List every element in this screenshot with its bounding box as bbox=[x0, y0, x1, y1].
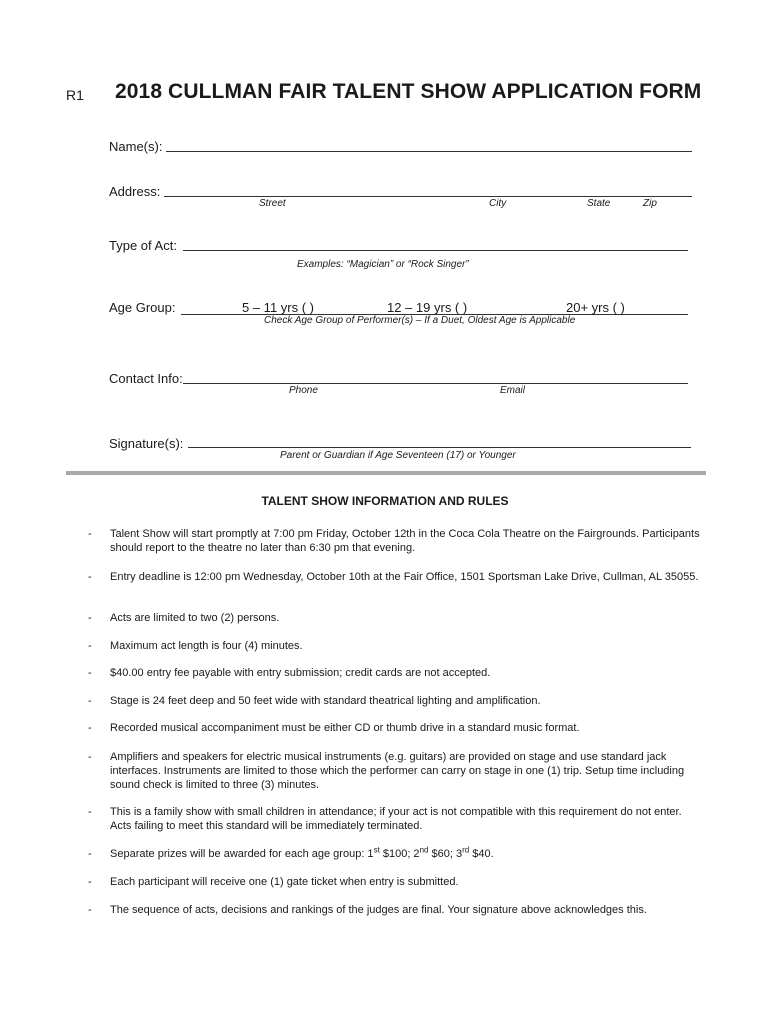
age-option-20-plus[interactable]: 20+ yrs ( ) bbox=[566, 300, 625, 315]
act-type-label: Type of Act: bbox=[109, 238, 177, 253]
contact-info-field[interactable] bbox=[183, 383, 688, 384]
form-title: 2018 CULLMAN FAIR TALENT SHOW APPLICATION FORM bbox=[115, 80, 702, 103]
rules-heading: TALENT SHOW INFORMATION AND RULES bbox=[261, 494, 509, 508]
names-field[interactable] bbox=[166, 151, 692, 152]
address-city-caption: City bbox=[489, 198, 507, 209]
address-street-caption: Street bbox=[259, 198, 286, 209]
address-field[interactable] bbox=[164, 196, 692, 197]
address-state-caption: State bbox=[587, 198, 611, 209]
contact-info-label: Contact Info: bbox=[109, 371, 183, 386]
act-type-field[interactable] bbox=[183, 250, 688, 251]
names-label: Name(s): bbox=[109, 139, 163, 154]
contact-email-caption: Email bbox=[500, 385, 526, 396]
signature-label: Signature(s): bbox=[109, 436, 184, 451]
age-option-5-11[interactable]: 5 – 11 yrs ( ) bbox=[242, 300, 315, 315]
signature-field[interactable] bbox=[188, 447, 691, 448]
section-divider bbox=[66, 471, 706, 475]
signature-note: Parent or Guardian if Age Seventeen (17) or Younger bbox=[280, 450, 516, 461]
age-option-12-19[interactable]: 12 – 19 yrs ( ) bbox=[387, 300, 468, 315]
address-zip-caption: Zip bbox=[643, 198, 657, 209]
act-type-examples: Examples: “Magician” or “Rock Singer” bbox=[297, 259, 469, 270]
form-code: R1 bbox=[66, 87, 84, 103]
contact-phone-caption: Phone bbox=[289, 385, 318, 396]
age-group-note: Check Age Group of Performer(s) – If a Duet, Oldest Age is Applicable bbox=[264, 315, 576, 326]
age-group-label: Age Group: bbox=[109, 300, 176, 315]
address-label: Address: bbox=[109, 184, 161, 199]
